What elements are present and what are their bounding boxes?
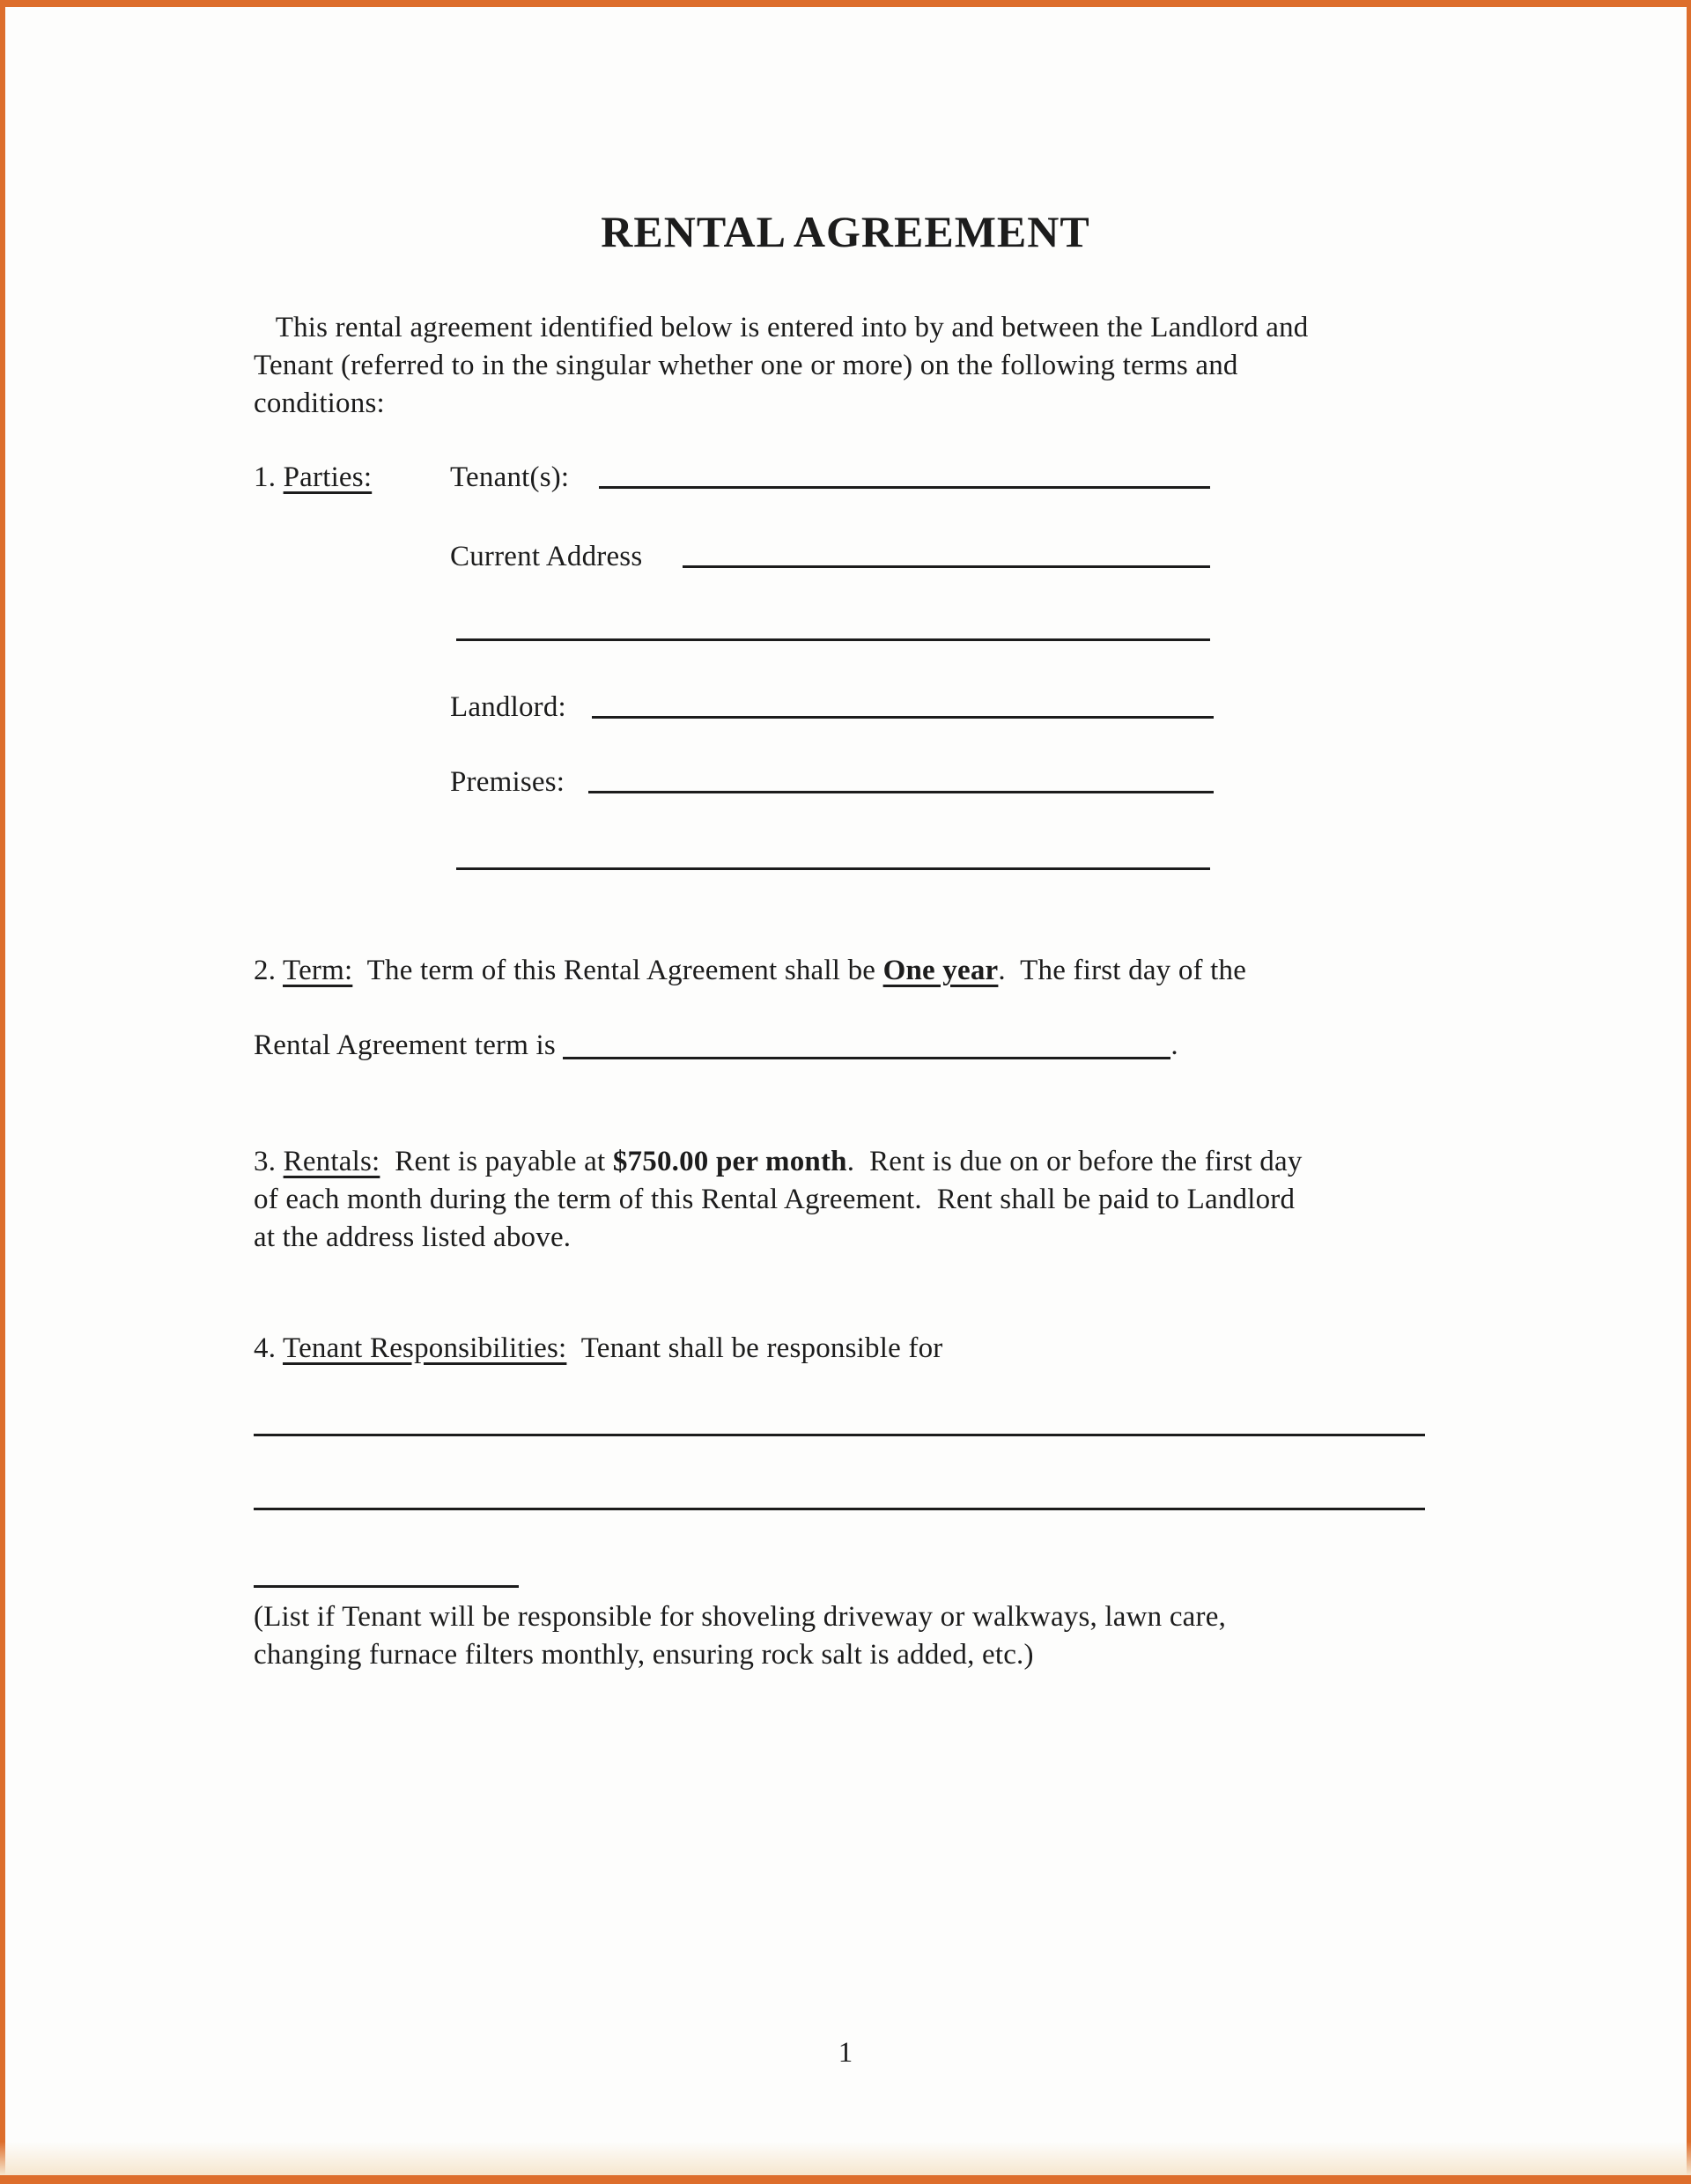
responsibilities-blank-line-2 (254, 1508, 1425, 1510)
page-border-left (0, 0, 5, 2184)
term-highlight: One year (882, 955, 999, 986)
section-term-label: Term: (283, 955, 353, 986)
term-line2-period: . (1170, 1029, 1178, 1061)
premises-label: Premises: (450, 766, 565, 798)
section-term-line-1 (254, 952, 1246, 990)
premises-blank-line (588, 791, 1214, 793)
rentals-text-before: Rent is payable at (380, 1146, 613, 1177)
section-parties-heading (254, 459, 372, 497)
section-term-number: 2. (254, 955, 284, 986)
term-text-before: The term of this Rental Agreement shall be (352, 955, 883, 986)
section-rentals-line-3: at the address listed above. (254, 1221, 572, 1253)
section-parties-label: Parties: (283, 461, 373, 493)
section-term-line-2 (254, 1027, 1178, 1065)
responsibilities-text: Tenant shall be responsible for (566, 1332, 943, 1364)
current-address-blank-line (683, 565, 1210, 568)
term-line2-text: Rental Agreement term is (254, 1029, 564, 1061)
section-responsibilities-label: Tenant Responsibilities: (283, 1332, 567, 1364)
page-bottom-glow (0, 2142, 1691, 2175)
current-address-label: Current Address (450, 541, 643, 572)
section-rentals-line-2: of each month during the term of this Rental Agreement. Rent shall be paid to Landlord (254, 1184, 1296, 1215)
responsibilities-note-line-1: (List if Tenant will be responsible for shoveling driveway or walkways, lawn care, (254, 1601, 1227, 1633)
intro-line-3: conditions: (254, 387, 385, 419)
premises-blank-line-2 (456, 867, 1210, 870)
document-title: RENTAL AGREEMENT (601, 207, 1090, 256)
tenant-blank-line (599, 486, 1210, 489)
term-date-blank-line (563, 1052, 1170, 1059)
tenant-label: Tenant(s): (450, 461, 570, 493)
landlord-blank-line (592, 716, 1214, 719)
current-address-blank-line-2 (456, 638, 1210, 641)
intro-line-2: Tenant (referred to in the singular whether one or more) on the following terms and (254, 350, 1238, 381)
page-border-top (0, 0, 1691, 7)
section-rentals-label: Rentals: (283, 1146, 380, 1177)
section-parties-number: 1. (254, 461, 284, 493)
landlord-label: Landlord: (450, 691, 566, 723)
section-rentals-line-1 (254, 1143, 1303, 1181)
section-responsibilities-number: 4. (254, 1332, 284, 1364)
responsibilities-blank-line-3 (254, 1585, 519, 1588)
intro-line-1: This rental agreement identified below is entered into by and between the Landlord and (254, 312, 1309, 343)
section-responsibilities-heading (254, 1330, 942, 1368)
page-border-bottom (0, 2175, 1691, 2184)
section-rentals-number: 3. (254, 1146, 284, 1177)
term-text-after: . The first day of the (998, 955, 1247, 986)
page-number: 1 (838, 2037, 853, 2069)
rentals-text-after: . Rent is due on or before the first day (846, 1146, 1303, 1177)
responsibilities-note-line-2: changing furnace filters monthly, ensuring rock salt is added, etc.) (254, 1639, 1034, 1671)
responsibilities-blank-line-1 (254, 1434, 1425, 1436)
page-border-right (1687, 0, 1691, 2184)
rentals-amount: $750.00 per month (612, 1146, 847, 1177)
